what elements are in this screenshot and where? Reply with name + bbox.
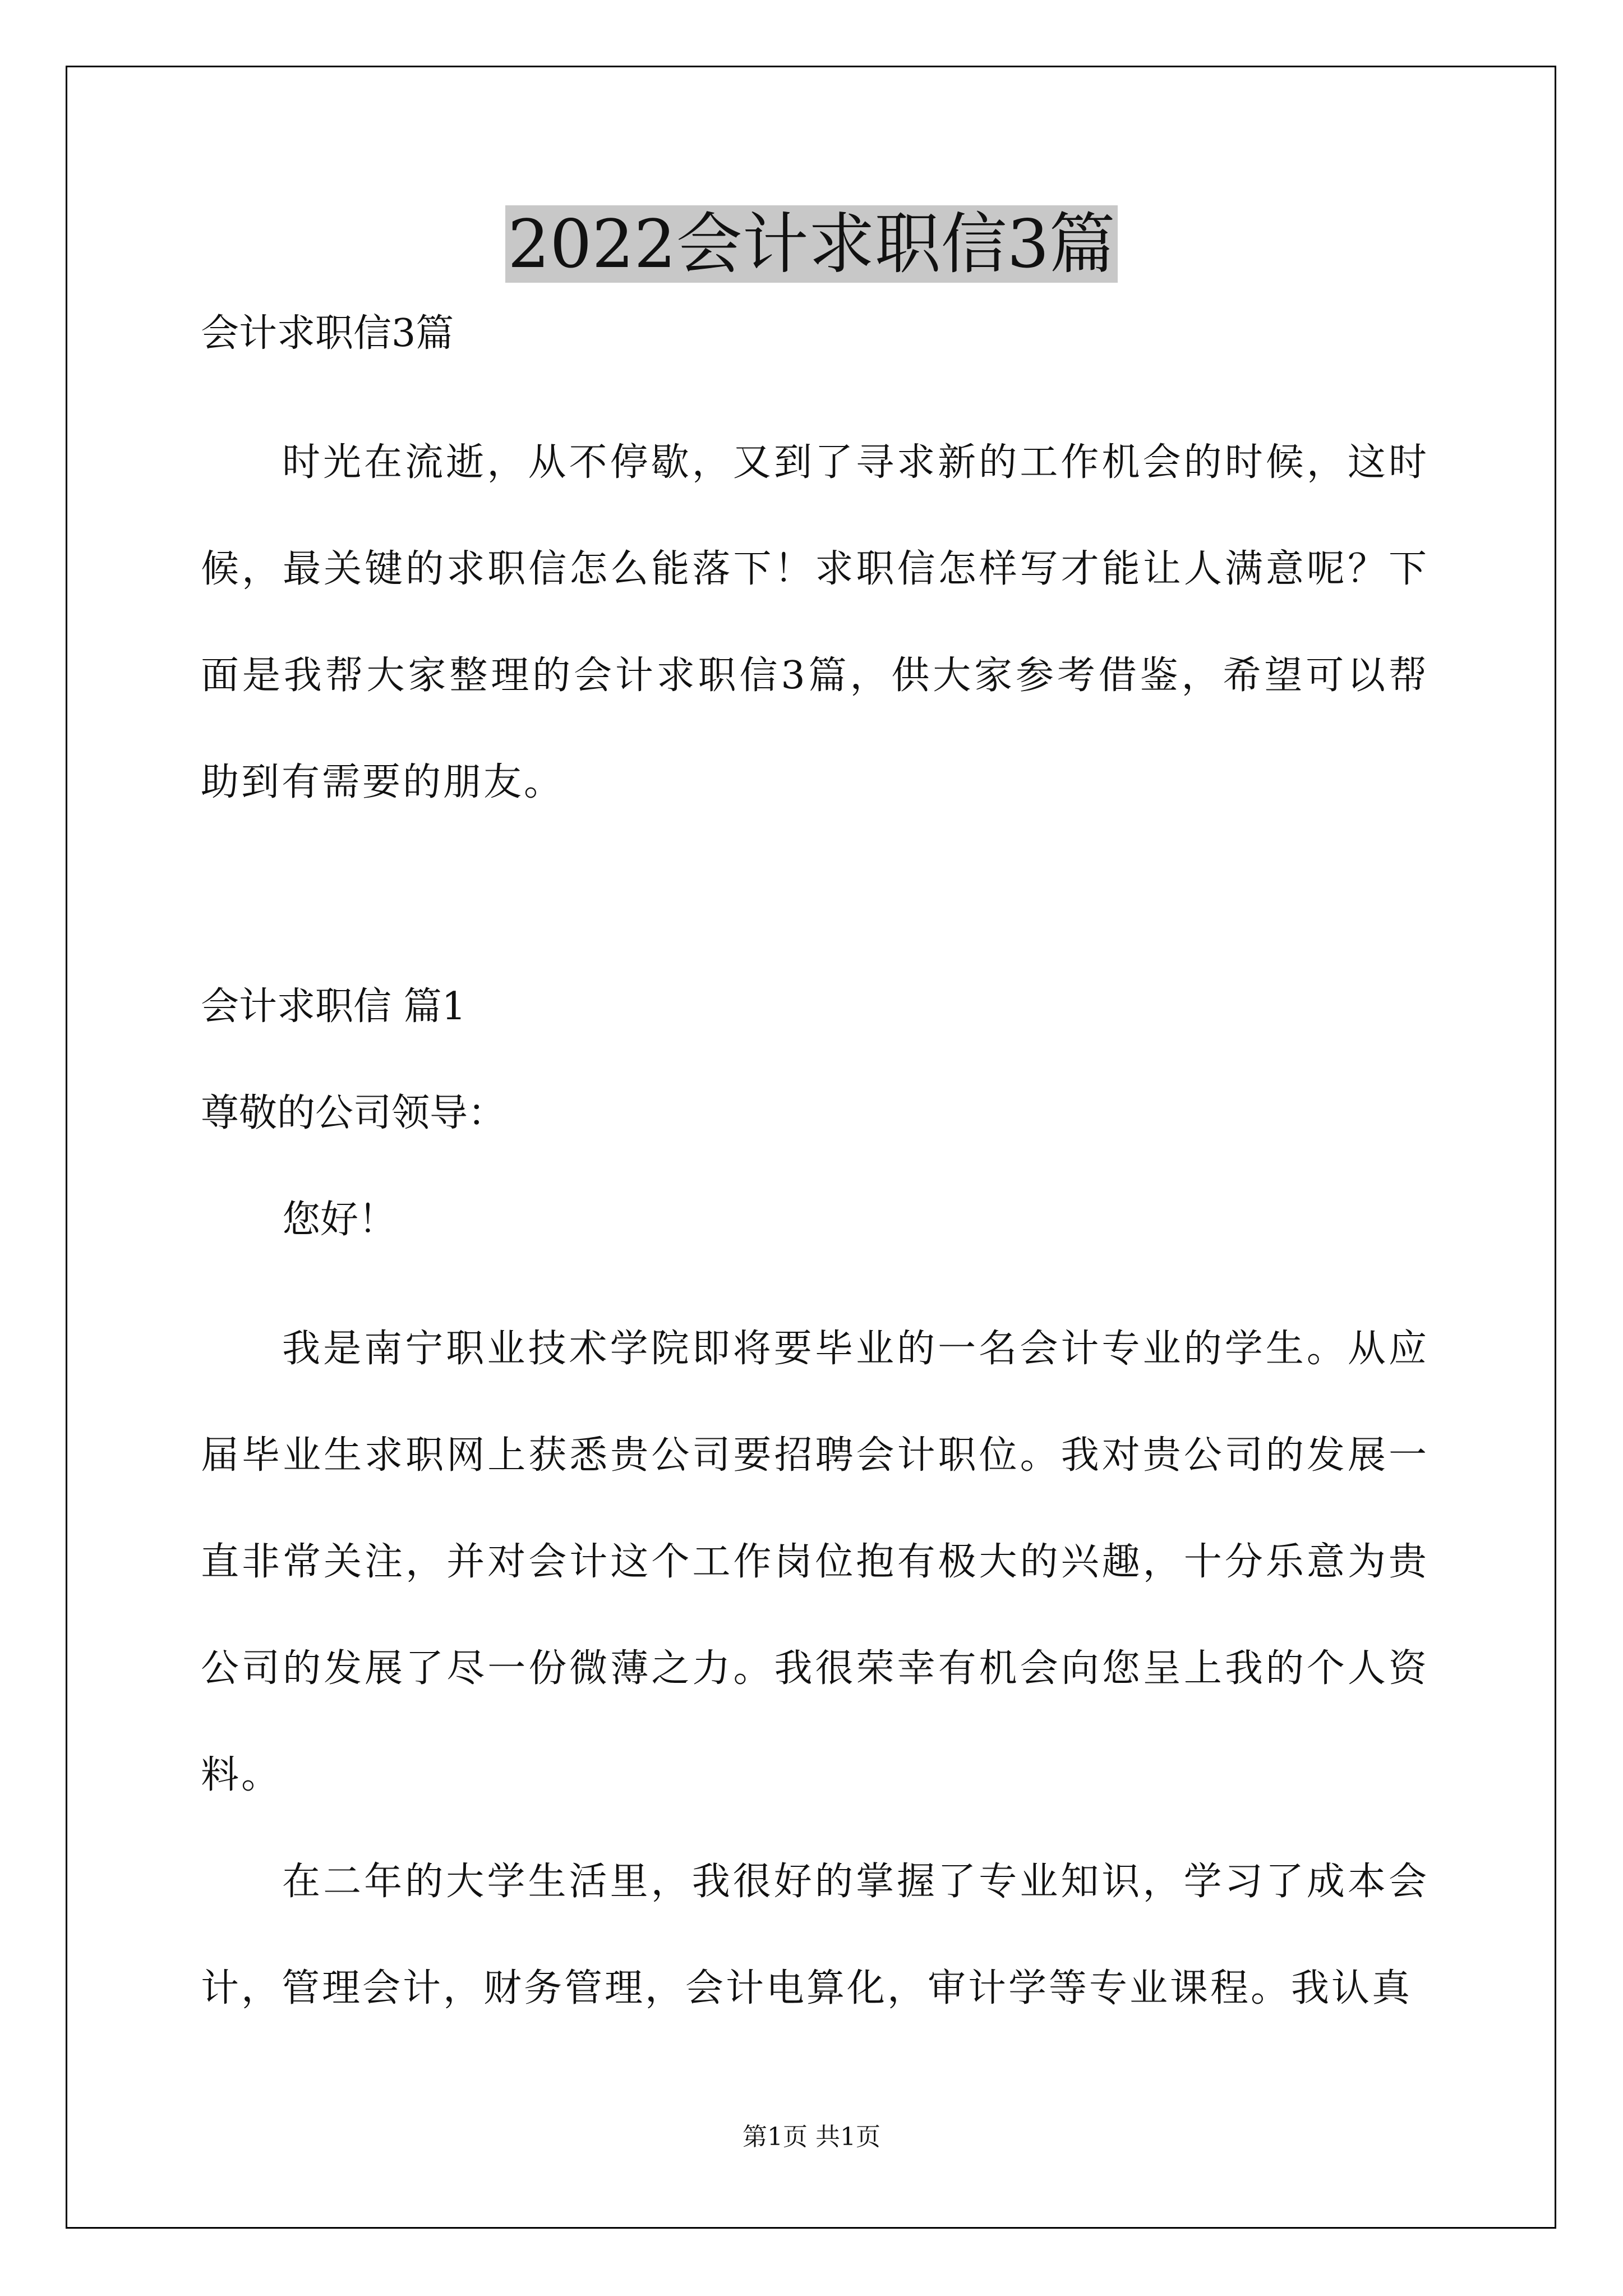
section-heading: 会计求职信 篇1: [201, 984, 466, 1029]
page-footer: 第1页 共1页: [743, 2123, 880, 2151]
document-title: [0, 202, 1623, 286]
salutation: 尊敬的公司领导：: [201, 1091, 506, 1135]
intro-paragraph: 时光在流逝，从不停歇，又到了寻求新的工作机会的时候，这时候，最关键的求职信怎么能落下！求职信怎样写才能让人满意呢？下面是我帮大家整理的会计求职信3篇，供大家参考借鉴，希望可以帮助到有需要的朋友。: [201, 440, 1429, 804]
document-subtitle: 会计求职信3篇: [201, 311, 454, 356]
document-title-text: 2022会计求职信3篇: [505, 205, 1117, 283]
greeting: 您好！: [282, 1198, 397, 1242]
body-paragraph-2: 在二年的大学生活里，我很好的掌握了专业知识，学习了成本会计，管理会计，财务管理，会计电算化，审计学等专业课程。我认真: [201, 1860, 1429, 2010]
document-body: [201, 303, 1429, 2042]
body-paragraph-1: 我是南宁职业技术学院即将要毕业的一名会计专业的学生。从应届毕业生求职网上获悉贵公司要招聘会计职位。我对贵公司的发展一直非常关注，并对会计这个工作岗位抱有极大的兴趣，十分乐意为贵公司的发展了尽一份微薄之力。我很荣幸有机会向您呈上我的个人资料。: [201, 1327, 1429, 1797]
